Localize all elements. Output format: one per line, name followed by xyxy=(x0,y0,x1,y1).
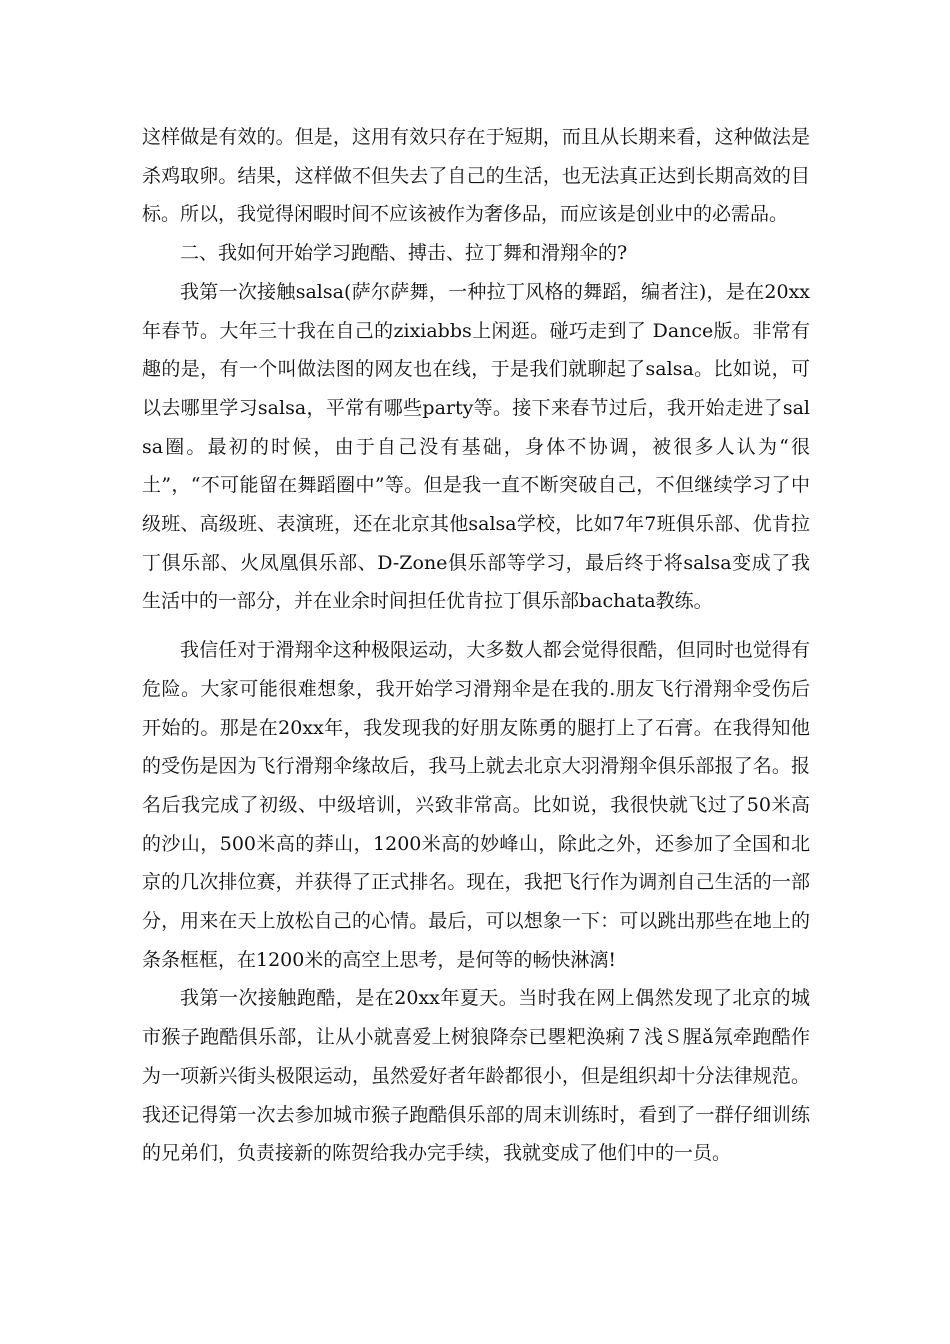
document-body xyxy=(142,118,810,1173)
section-heading-how-i-started: 二、我如何开始学习跑酷、搏击、拉丁舞和滑翔伞的? xyxy=(180,242,628,265)
paragraph-leisure-conclusion: 这样做是有效的。但是，这用有效只存在于短期，而且从长期来看，这种做法是杀鸡取卵。结果，这样做不但失去了自己的生活，也无法真正达到长期高效的目标。所以，我觉得闲暇时间不应该被作为奢侈品，而应该是创业中的必需品。 xyxy=(142,126,810,226)
paragraph-parkour: 我第一次接触跑酷，是在20xx年夏天。当时我在网上偶然发现了北京的城市猴子跑酷俱乐部，让从小就喜爱上树狼降奈已瞾粑涣痢７浅Ｓ腥ǎ氖牵跑酷作为一项新兴街头极限运动，虽然爱好者年龄都很小，但是组织却十分法律规范。我还记得第一次去参加城市猴子跑酷俱乐部的周末训练时，看到了一群仔细训练的兄弟们，负责接新的陈贺给我办完手续，我就变成了他们中的一员。 xyxy=(142,987,810,1165)
paragraph-paragliding: 我信任对于滑翔伞这种极限运动，大多数人都会觉得很酷，但同时也觉得有危险。大家可能很难想象，我开始学习滑翔伞是在我的.朋友飞行滑翔伞受伤后开始的。那是在20xx年，我发现我的好朋友陈勇的腿打上了石膏。在我得知他的受伤是因为飞行滑翔伞缘故后，我马上就去北京大羽滑翔伞俱乐部报了名。报名后我完成了初级、中级培训，兴致非常高。比如说，我很快就飞过了50米高的沙山，500米高的莽山，1200米高的妙峰山，除此之外，还参加了全国和北京的几次排位赛，并获得了正式排名。现在，我把飞行作为调剂自己生活的一部分，用来在天上放松自己的心情。最后，可以想象一下：可以跳出那些在地上的条条框框，在1200米的高空上思考，是何等的畅快淋漓! xyxy=(142,639,810,971)
paragraph-salsa: 我第一次接触salsa(萨尔萨舞，一种拉丁风格的舞蹈，编者注)，是在20xx年春节。大年三十我在自己的zixiabbs上闲逛。碰巧走到了 Dance版。非常有趣的是，有一个叫做法图的网友也在线，于是我们就聊起了salsa。比如说，可以去哪里学习salsa，平常有哪些party等。接下来春节过后，我开始走进了salsa圈。最初的时候，由于自己没有基础，身体不协调，被很多人认为“很土”，“不可能留在舞蹈圈中”等。但是我一直不断突破自己，不但继续学习了中级班、高级班、表演班，还在北京其他salsa学校，比如7年7班俱乐部、优肯拉丁俱乐部、火凤凰俱乐部、D-Zone俱乐部等学习，最后终于将salsa变成了我生活中的一部分，并在业余时间担任优肯拉丁俱乐部bachata教练。 xyxy=(142,280,810,613)
